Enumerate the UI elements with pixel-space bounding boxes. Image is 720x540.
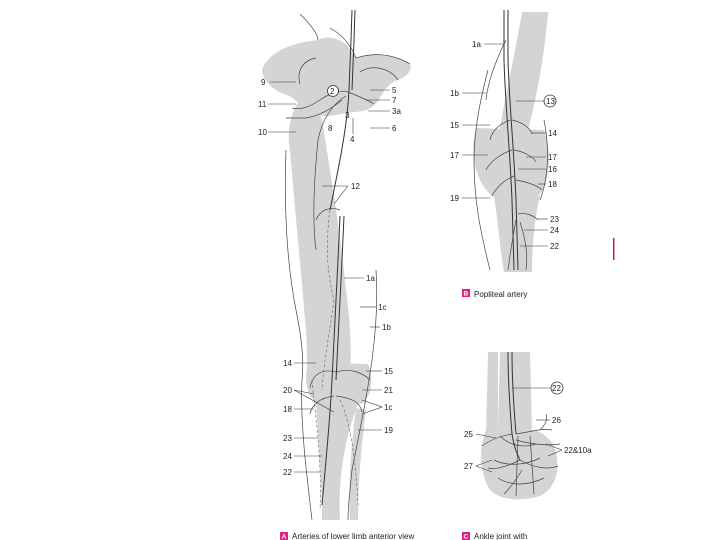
label-18: 18 [283, 405, 292, 414]
caption-a: Arteries of lower limb anterior view [292, 532, 415, 540]
label-7: 7 [392, 96, 397, 105]
panel-c-illustration [481, 352, 563, 499]
knee-joint [306, 362, 371, 404]
label-b-23: 23 [550, 215, 559, 224]
femur-b [498, 12, 548, 140]
label-23: 23 [283, 434, 292, 443]
label-6: 6 [392, 124, 397, 133]
label-b-18: 18 [548, 180, 557, 189]
label-b-22: 22 [550, 242, 559, 251]
fibula-c [486, 352, 498, 432]
panel-b-illustration [473, 10, 556, 272]
label-20: 20 [283, 386, 292, 395]
femur-bone [289, 100, 351, 372]
label-b-16: 16 [548, 165, 557, 174]
label-1c-lower: 1c [384, 403, 393, 412]
panel-c-caption [462, 532, 527, 540]
label-c-22: 22 [552, 384, 561, 393]
panel-a-caption [280, 532, 414, 540]
label-b-1b: 1b [450, 89, 459, 98]
label-3a: 3a [392, 107, 401, 116]
label-b-14: 14 [548, 129, 557, 138]
label-b-13: 13 [546, 97, 555, 106]
label-1b: 1b [382, 323, 391, 332]
panel-b-caption [462, 289, 527, 299]
panel-a-illustration [262, 10, 411, 520]
page-marker [613, 238, 615, 260]
label-1a: 1a [366, 274, 375, 283]
label-b-17-left: 17 [450, 151, 459, 160]
label-12: 12 [351, 182, 360, 191]
label-c-27: 27 [464, 462, 473, 471]
badge-b-letter: B [463, 290, 469, 298]
caption-c: Ankle joint with [474, 532, 528, 540]
label-b-17-right: 17 [548, 153, 557, 162]
label-8: 8 [328, 124, 333, 133]
label-22: 22 [283, 468, 292, 477]
label-3: 3 [345, 111, 350, 120]
label-1c: 1c [378, 303, 387, 312]
foot-bones-c [481, 430, 557, 499]
label-c-22-10a: 22&10a [564, 446, 592, 455]
label-11: 11 [258, 100, 267, 109]
label-b-24: 24 [550, 226, 559, 235]
label-2: 2 [330, 87, 335, 96]
label-19: 19 [384, 426, 393, 435]
label-c-26: 26 [552, 416, 561, 425]
label-b-1a: 1a [472, 40, 481, 49]
badge-c-letter: C [463, 533, 469, 540]
label-9: 9 [261, 78, 266, 87]
badge-a-letter: A [281, 533, 287, 540]
label-10: 10 [258, 128, 267, 137]
label-24: 24 [283, 452, 292, 461]
label-14: 14 [283, 359, 292, 368]
label-b-19: 19 [450, 194, 459, 203]
label-5: 5 [392, 86, 397, 95]
label-15: 15 [384, 367, 393, 376]
label-4: 4 [350, 135, 355, 144]
caption-b: Popliteal artery [474, 290, 528, 299]
label-21: 21 [384, 386, 393, 395]
label-b-15: 15 [450, 121, 459, 130]
label-c-25: 25 [464, 430, 473, 439]
